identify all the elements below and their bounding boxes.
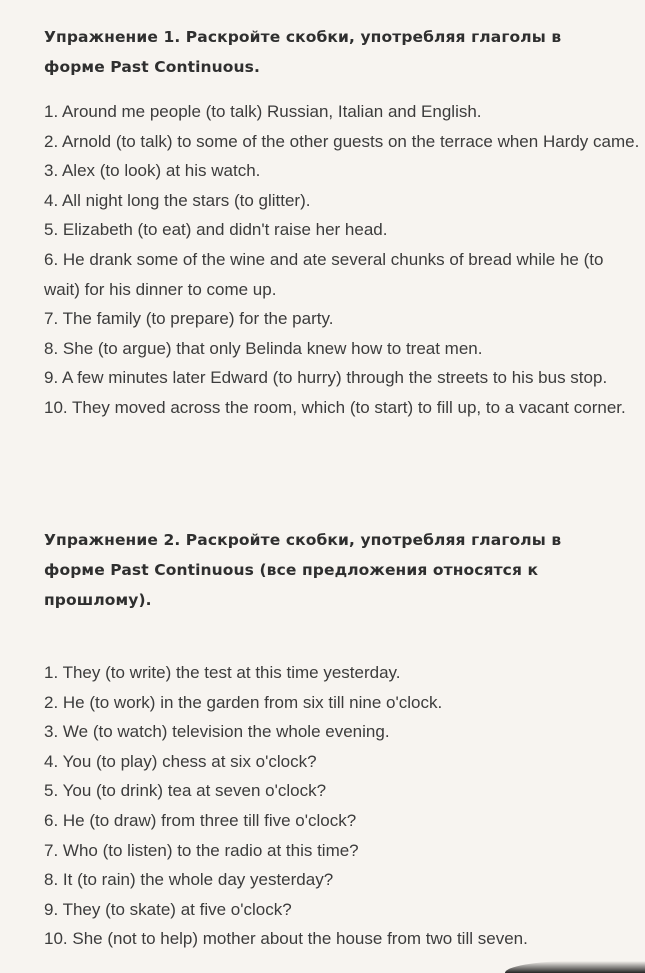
exercise2-item: 8. It (to rain) the whole day yesterday? [44, 870, 334, 890]
exercise1-heading-line1: Упражнение 1. Раскройте скобки, употребляя глаголы в [44, 28, 562, 46]
exercise2-item: 9. They (to skate) at five o'clock? [44, 899, 292, 919]
exercise1-item: 6. He drank some of the wine and ate several chunks of bread while he (to wait) for his dinner to come up. [44, 249, 604, 299]
exercise2-item: 1. They (to write) the test at this time yesterday. [44, 663, 401, 682]
page-corner-shadow [505, 961, 645, 973]
exercise1-item: 4. All night long the stars (to glitter). [44, 190, 311, 210]
exercise2-item: 5. You (to drink) tea at seven o'clock? [44, 781, 327, 801]
exercise1-item: 10. They moved across the room, which (to start) to fill up, to a vacant corner. [44, 397, 626, 417]
exercise2-heading-line1: Упражнение 2. Раскройте скобки, употребляя глаголы в [44, 531, 562, 549]
exercise2-item: 3. We (to watch) television the whole evening. [44, 722, 390, 742]
exercise1-list [44, 97, 640, 423]
exercise1-item: 1. Around me people (to talk) Russian, Italian and English. [44, 102, 482, 121]
exercise2-item: 4. You (to play) chess at six o'clock? [44, 751, 317, 771]
exercise1-heading [44, 22, 624, 82]
exercise1-item: 7. The family (to prepare) for the party. [44, 309, 334, 329]
exercise1-item: 2. Arnold (to talk) to some of the other guests on the terrace when Hardy came. [44, 131, 640, 151]
exercise1-item: 9. A few minutes later Edward (to hurry) through the streets to his bus stop. [44, 368, 608, 388]
exercise2-heading [44, 525, 624, 615]
exercise1-heading-line2: форме Past Continuous. [44, 58, 260, 76]
exercise1-item: 8. She (to argue) that only Belinda knew how to treat men. [44, 338, 483, 358]
exercise2-list [44, 658, 640, 954]
exercise2-heading-line2: форме Past Continuous (все предложения относятся к [44, 561, 539, 579]
exercise1-item: 3. Alex (to look) at his watch. [44, 161, 261, 181]
exercise2-heading-line3: прошлому). [44, 591, 152, 609]
exercise2-item: 7. Who (to listen) to the radio at this time? [44, 840, 359, 860]
exercise2-item: 2. He (to work) in the garden from six till nine o'clock. [44, 692, 443, 712]
exercise2-item: 6. He (to draw) from three till five o'clock? [44, 810, 357, 830]
exercise1-item: 5. Elizabeth (to eat) and didn't raise her head. [44, 220, 388, 240]
exercise2-item: 10. She (not to help) mother about the house from two till seven. [44, 929, 528, 949]
